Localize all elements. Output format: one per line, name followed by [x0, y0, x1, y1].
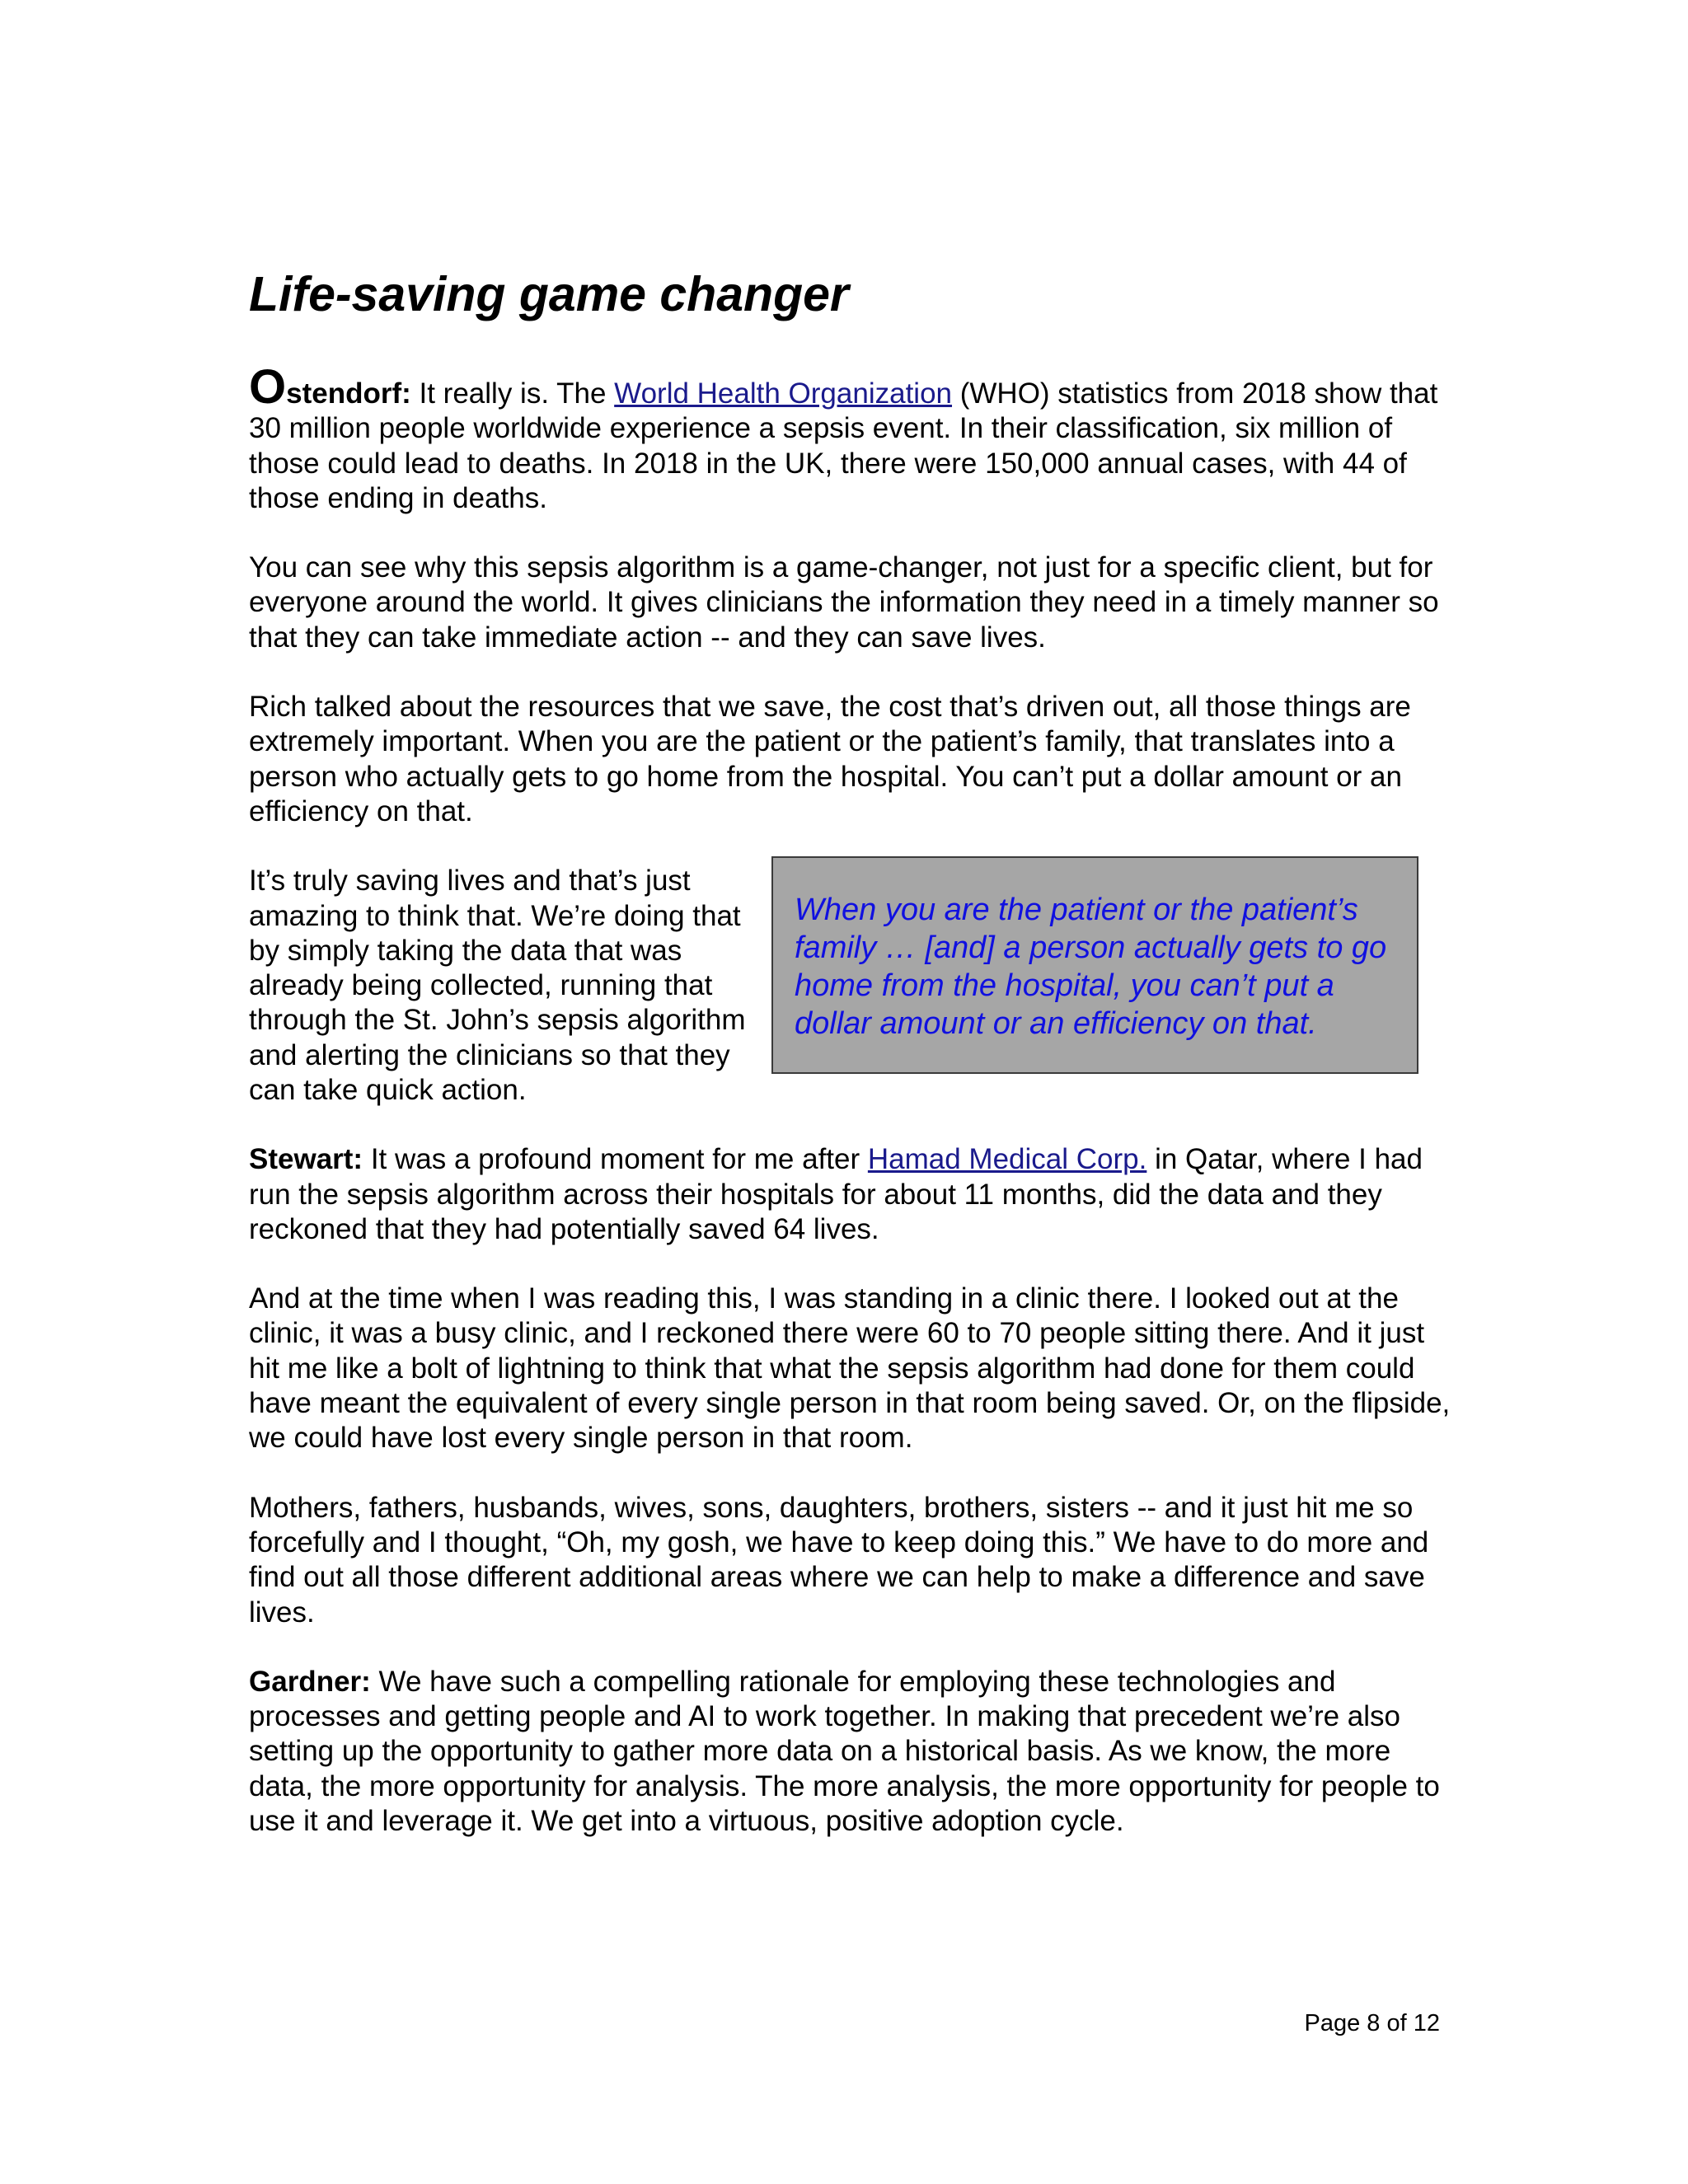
page-content	[249, 260, 1452, 1873]
paragraph-stewart	[249, 1142, 1452, 1247]
paragraph-ostendorf-who	[249, 360, 1452, 516]
paragraph-text: We have such a compelling rationale for employing these technologies and processes and getting people and AI to work together. In making that precedent we’re also setting up the opportunity to gather more data on a historical basis. As we know, the more data, the more opportunity for analysis. The more analysis, the more opportunity for people to use it and leverage it. We get into a virtuous, positive adoption cycle.	[249, 1665, 1440, 1838]
pull-quote-box: When you are the patient or the patient’s family … [and] a person actually gets to go home from the hospital, you can’t put a dollar amount or an efficiency on that.	[771, 856, 1418, 1074]
paragraph-clinic: And at the time when I was reading this, I was standing in a clinic there. I looked out at the clinic, it was a busy clinic, and I reckoned there were 60 to 70 people sitting there. And it just hit me like a bolt of lightning to think that what the sepsis algorithm had done for them could have meant the equivalent of every single person in that room being saved. Or, on the flipside, we could have lost every single person in that room.	[249, 1282, 1451, 1455]
speaker-label-stewart: Stewart:	[249, 1143, 363, 1176]
paragraph-game-changer: You can see why this sepsis algorithm is a game-changer, not just for a specific client, but for everyone around the world. It gives clinicians the information they need in a timely manner so that they can take immediate action -- and they can save lives.	[249, 551, 1439, 654]
paragraph-text: It really is. The	[410, 377, 615, 410]
hamad-medical-link[interactable]: Hamad Medical Corp.	[867, 1143, 1147, 1176]
page-number: Page 8 of 12	[1304, 2010, 1440, 2036]
speaker-label-ostendorf	[249, 360, 411, 414]
paragraph-mothers-fathers: Mothers, fathers, husbands, wives, sons, daughters, brothers, sisters -- and it just hit me so forcefully and I thought, “Oh, my gosh, we have to keep doing this.” We have to do more and find out all those different additional areas where we can help to make a difference and save lives.	[249, 1491, 1429, 1629]
paragraph-saving-lives: It’s truly saving lives and that’s just amazing to think that. We’re doing that by simply taking the data that was already being collected, running that through the St. John’s sepsis algorithm and alerting the clinicians so that they can take quick action.	[249, 865, 746, 1107]
paragraph-gardner	[249, 1665, 1452, 1839]
paragraph-resources: Rich talked about the resources that we save, the cost that’s driven out, all those things are extremely important. When you are the patient or the patient’s family, that translates into a person who actually gets to go home from the hospital. You can’t put a dollar amount or an efficiency on that.	[249, 691, 1411, 827]
who-link[interactable]: World Health Organization	[614, 377, 953, 410]
speaker-label-gardner: Gardner:	[249, 1665, 371, 1698]
section-title: Life-saving game changer	[249, 267, 849, 321]
paragraph-text: (WHO) statistics from 2018 show that 30 million people worldwide experience a sepsis event. In their classification, six million of those could lead to deaths. In 2018 in the UK, there were 150,000 annual cases, with 44 of those ending in deaths.	[249, 377, 1438, 514]
drop-cap: O	[249, 360, 287, 414]
quote-section	[249, 864, 1452, 1108]
speaker-name-rest: stendorf:	[286, 377, 411, 410]
paragraph-text: in Qatar, where I had run the sepsis algorithm across their hospitals for about 11 months, did the data and they reckoned that they had potentially saved 64 lives.	[249, 1143, 1423, 1245]
paragraph-text: It was a profound moment for me after	[363, 1143, 868, 1176]
